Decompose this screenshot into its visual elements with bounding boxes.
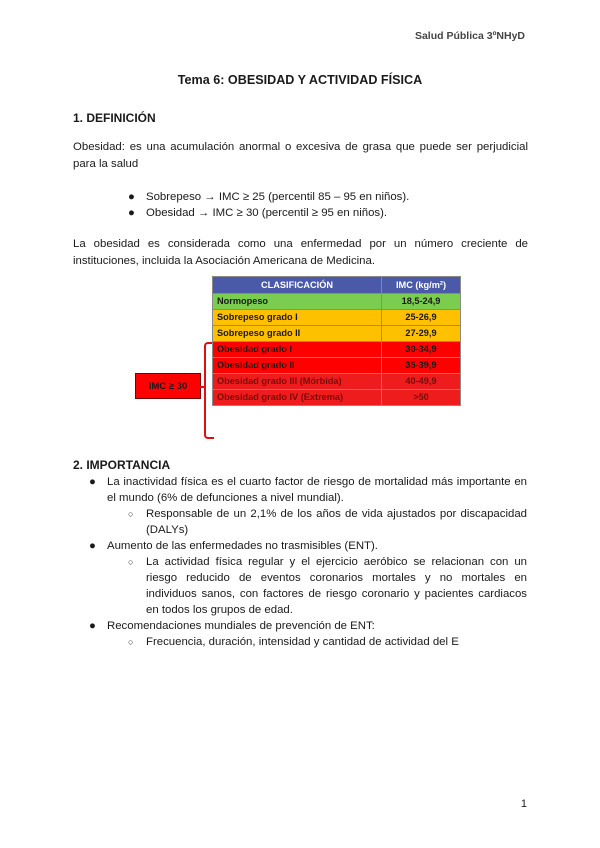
table-row: Obesidad grado I 30-34,9 <box>213 342 461 358</box>
table-row: Obesidad grado III (Mórbida) 40-49,9 <box>213 374 461 390</box>
list-item: ○ Frecuencia, duración, intensidad y cantidad de actividad del E <box>128 636 459 648</box>
list-item: ○ Responsable de un 2,1% de los años de vida ajustados por discapacidad (DALYs) <box>128 508 527 536</box>
paragraph-obesidad-enfermedad: La obesidad es considerada como una enfermedad por un número creciente de instituciones, incluida la Asociación Americana de Medicina. <box>73 238 528 267</box>
bracket-tick <box>199 386 205 388</box>
table-row: Obesidad grado II 35-39,9 <box>213 358 461 374</box>
running-header: Salud Pública 3ºNHyD <box>414 30 525 42</box>
section-heading-importancia: 2. IMPORTANCIA <box>73 458 171 472</box>
bullet-icon: ● <box>89 476 96 488</box>
table-header: IMC (kg/m²) <box>382 277 461 294</box>
bullet-icon: ● <box>89 620 96 632</box>
table-row: Sobrepeso grado II 27-29,9 <box>213 326 461 342</box>
section-heading-definicion: 1. DEFINICIÓN <box>73 111 156 125</box>
list-item: ● Sobrepeso → IMC ≥ 25 (percentil 85 – 95 en niños). <box>128 191 410 203</box>
bullet-icon: ● <box>128 191 135 203</box>
page-title: Tema 6: OBESIDAD Y ACTIVIDAD FÍSICA <box>177 73 423 87</box>
list-item: ● Recomendaciones mundiales de prevención de ENT: <box>89 620 375 632</box>
circle-bullet-icon: ○ <box>128 557 134 567</box>
list-item: ○ La actividad física regular y el ejercicio aeróbico se relacionan con un riesgo reducido de eventos coronarios mortales y no mortales en individuos sanos, con factores de riesgo coronario y pacientes cardiacos en todos los grupos de edad. <box>128 556 527 616</box>
table-row: Sobrepeso grado I 25-26,9 <box>213 310 461 326</box>
list-item: ● Obesidad → IMC ≥ 30 (percentil ≥ 95 en niños). <box>128 207 388 219</box>
bullet-icon: ● <box>128 207 135 219</box>
paragraph-obesidad-definition: Obesidad: es una acumulación anormal o excesiva de grasa que puede ser perjudicial para la salud <box>73 141 528 170</box>
circle-bullet-icon: ○ <box>128 509 134 519</box>
table-row: Normopeso 18,5-24,9 <box>213 294 461 310</box>
imc-classification-table <box>212 276 461 406</box>
table-row: Obesidad grado IV (Extrema) >50 <box>213 390 461 406</box>
list-item: ● La inactividad física es el cuarto factor de riesgo de mortalidad más importante en el mundo (6% de defunciones a nivel mundial). <box>89 476 527 504</box>
list-item: ● Aumento de las enfermedades no trasmisibles (ENT). <box>89 540 378 552</box>
bullet-icon: ● <box>89 540 96 552</box>
circle-bullet-icon: ○ <box>128 637 134 647</box>
page-number: 1 <box>520 798 527 810</box>
table-header: CLASIFICACIÓN <box>213 277 382 294</box>
imc-side-label: IMC ≥ 30 <box>135 373 201 399</box>
